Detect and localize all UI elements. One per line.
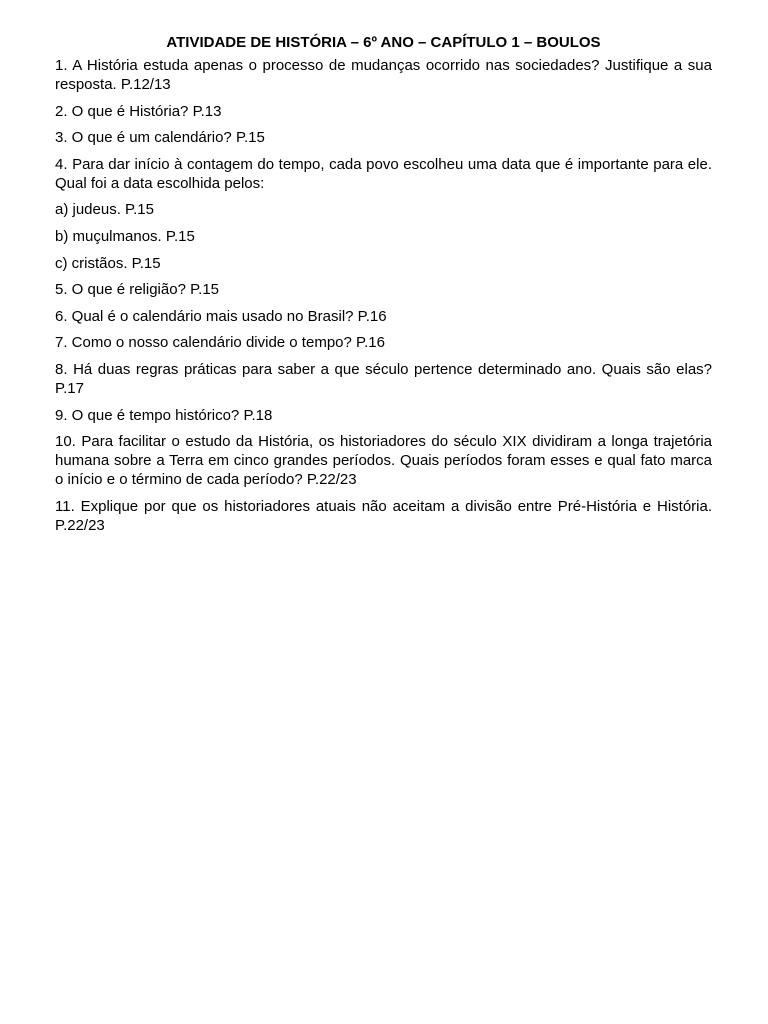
document-page — [55, 33, 712, 542]
question-11: 11. Explique por que os historiadores atuais não aceitam a divisão entre Pré-História e História. P.22/23 — [55, 497, 712, 534]
question-5: 5. O que é religião? P.15 — [55, 281, 220, 299]
question-4a: a) judeus. P.15 — [55, 201, 154, 219]
question-9: 9. O que é tempo histórico? P.18 — [55, 406, 273, 424]
question-7: 7. Como o nosso calendário divide o tempo? P.16 — [55, 334, 385, 352]
question-1: 1. A História estuda apenas o processo de mudanças ocorrido nas sociedades? Justifique a sua resposta. P.12/13 — [55, 57, 712, 93]
question-8: 8. Há duas regras práticas para saber a que século pertence determinado ano. Quais são elas? P.17 — [55, 360, 712, 397]
question-2: 2. O que é História? P.13 — [55, 102, 222, 120]
document-title: ATIVIDADE DE HISTÓRIA – 6º ANO – CAPÍTULO 1 – BOULOS — [166, 34, 601, 51]
question-4b: b) muçulmanos. P.15 — [55, 227, 195, 245]
question-3: 3. O que é um calendário? P.15 — [55, 129, 265, 147]
question-10: 10. Para facilitar o estudo da História, os historiadores do século XIX dividiram a longa trajetória humana sobre a Terra em cinco grandes períodos. Quais períodos foram esses e qual fato marca o início e o término de cada período? P.22/23 — [55, 433, 712, 489]
question-4: 4. Para dar início à contagem do tempo, cada povo escolheu uma data que é importante para ele. Qual foi a data escolhida pelos: — [55, 155, 712, 192]
question-4c: c) cristãos. P.15 — [55, 254, 161, 272]
question-6: 6. Qual é o calendário mais usado no Brasil? P.16 — [55, 307, 387, 325]
